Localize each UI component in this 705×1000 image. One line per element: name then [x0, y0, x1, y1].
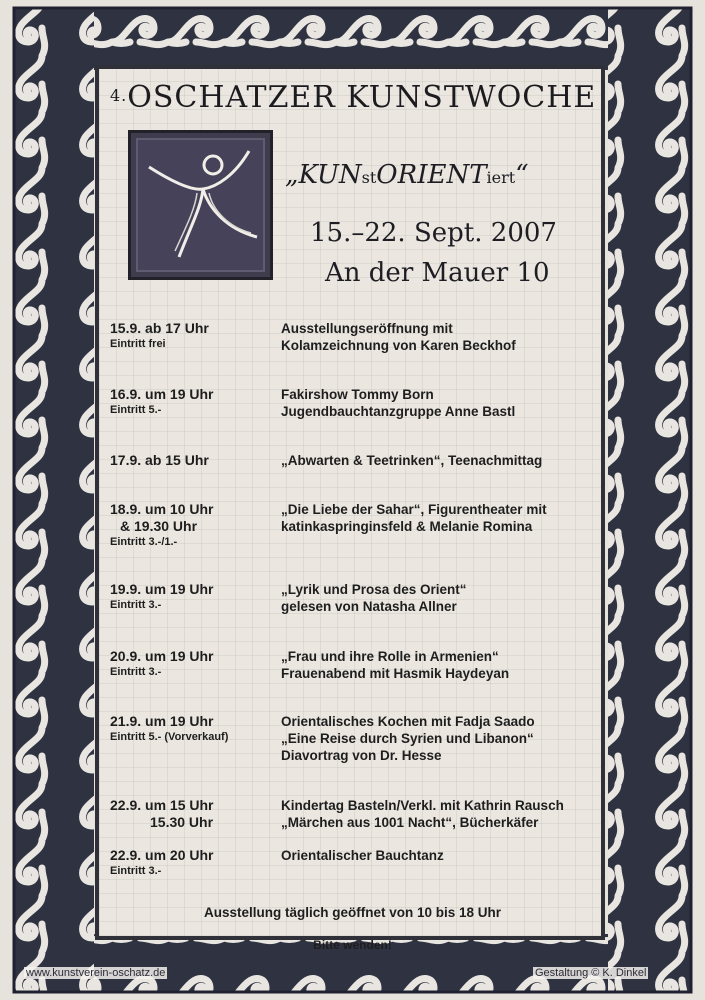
event-desc-line: Frauenabend mit Hasmik Haydeyan: [281, 666, 510, 681]
opening-hours-note: Ausstellung täglich geöffnet von 10 bis 18 Uhr: [203, 905, 502, 920]
event-2-description: [281, 386, 603, 420]
event-6-when: [110, 648, 280, 680]
event-desc-line: Jugendbauchtanzgruppe Anne Bastl: [281, 404, 516, 419]
event-fee: Eintritt 3.-: [110, 865, 162, 877]
event-fee: Eintritt 3.-/1.-: [110, 536, 178, 548]
event-desc-line: Kindertag Basteln/Verkl. mit Kathrin Rausch: [281, 798, 564, 813]
please-turn-note: Bitte wenden!: [313, 938, 392, 952]
event-time: 21.9. um 19 Uhr: [110, 713, 214, 729]
event-1-when: [110, 320, 280, 352]
event-desc-line: Kolamzeichnung von Karen Beckhof: [281, 338, 516, 353]
event-4-description: [281, 501, 603, 535]
event-desc-line: „Frau und ihre Rolle in Armenien“: [281, 649, 499, 664]
event-9-when: [110, 847, 280, 879]
motto-close-quote: “: [515, 160, 529, 190]
event-desc-line: Diavortrag von Dr. Hesse: [281, 748, 442, 763]
event-fee: Eintritt 5.-: [110, 404, 162, 416]
venue: An der Mauer 10: [325, 258, 550, 288]
event-fee: Eintritt 3.-: [110, 599, 162, 611]
event-5-when: [110, 581, 280, 613]
event-desc-line: katinkaspringinsfeld & Melanie Romina: [281, 519, 533, 534]
motto-open-quote: „: [285, 160, 299, 190]
event-time: 18.9. um 10 Uhr: [110, 501, 214, 517]
event-time: 20.9. um 19 Uhr: [110, 648, 214, 664]
event-7-description: [281, 713, 603, 764]
event-3-when: [110, 452, 280, 469]
event-6-description: [281, 648, 603, 682]
event-time: 22.9. um 20 Uhr: [110, 847, 214, 863]
event-8-when: [110, 797, 280, 831]
event-desc-line: Orientalisches Kochen mit Fadja Saado: [281, 714, 535, 729]
event-desc-line: Orientalischer Bauchtanz: [281, 848, 444, 863]
event-time: 15.9. ab 17 Uhr: [110, 320, 209, 336]
event-2-when: [110, 386, 280, 418]
event-time: 17.9. ab 15 Uhr: [110, 452, 209, 468]
event-fee: Eintritt 3.-: [110, 666, 162, 678]
event-time-2: 15.30 Uhr: [150, 814, 214, 830]
event-1-description: [281, 320, 603, 354]
event-desc-line: Fakirshow Tommy Born: [281, 387, 434, 402]
motto: [285, 160, 529, 190]
event-3-description: [281, 452, 603, 469]
event-9-description: [281, 847, 603, 864]
event-desc-line: „Märchen aus 1001 Nacht“, Bücherkäfer: [281, 815, 539, 830]
event-time-2: & 19.30 Uhr: [120, 518, 198, 534]
design-credit: Gestaltung © K. Dinkel: [535, 967, 647, 979]
edition-number: 4.: [110, 86, 128, 105]
motto-part-3: ORIENT: [376, 160, 487, 190]
event-fee: Eintritt 5.- (Vorverkauf): [110, 731, 229, 743]
event-desc-line: gelesen von Natasha Allner: [281, 599, 457, 614]
event-8-description: [281, 797, 603, 831]
motto-part-4: iert: [486, 168, 516, 187]
event-4-when: [110, 501, 280, 550]
motto-part-1: KUN: [298, 160, 362, 190]
event-desc-line: Ausstellungseröffnung mit: [281, 321, 453, 336]
event-time: 16.9. um 19 Uhr: [110, 386, 214, 402]
event-7-when: [110, 713, 280, 745]
poster-title: [110, 80, 600, 115]
event-time: 22.9. um 15 Uhr: [110, 797, 214, 813]
event-desc-line: „Die Liebe der Sahar“, Figurentheater mit: [281, 502, 547, 517]
title-text: OSCHATZER KUNSTWOCHE: [127, 80, 597, 115]
event-dates: 15.–22. Sept. 2007: [310, 218, 557, 248]
event-5-description: [281, 581, 603, 615]
website-url: www.kunstverein-oschatz.de: [26, 967, 166, 979]
motto-part-2: st: [361, 168, 377, 187]
event-desc-line: „Lyrik und Prosa des Orient“: [281, 582, 467, 597]
event-time: 19.9. um 19 Uhr: [110, 581, 214, 597]
event-desc-line: „Eine Reise durch Syrien und Libanon“: [281, 731, 534, 746]
event-desc-line: „Abwarten & Teetrinken“, Teenachmittag: [281, 453, 543, 468]
dancing-figure-logo-icon: [128, 130, 273, 280]
event-fee: Eintritt frei: [110, 338, 166, 350]
